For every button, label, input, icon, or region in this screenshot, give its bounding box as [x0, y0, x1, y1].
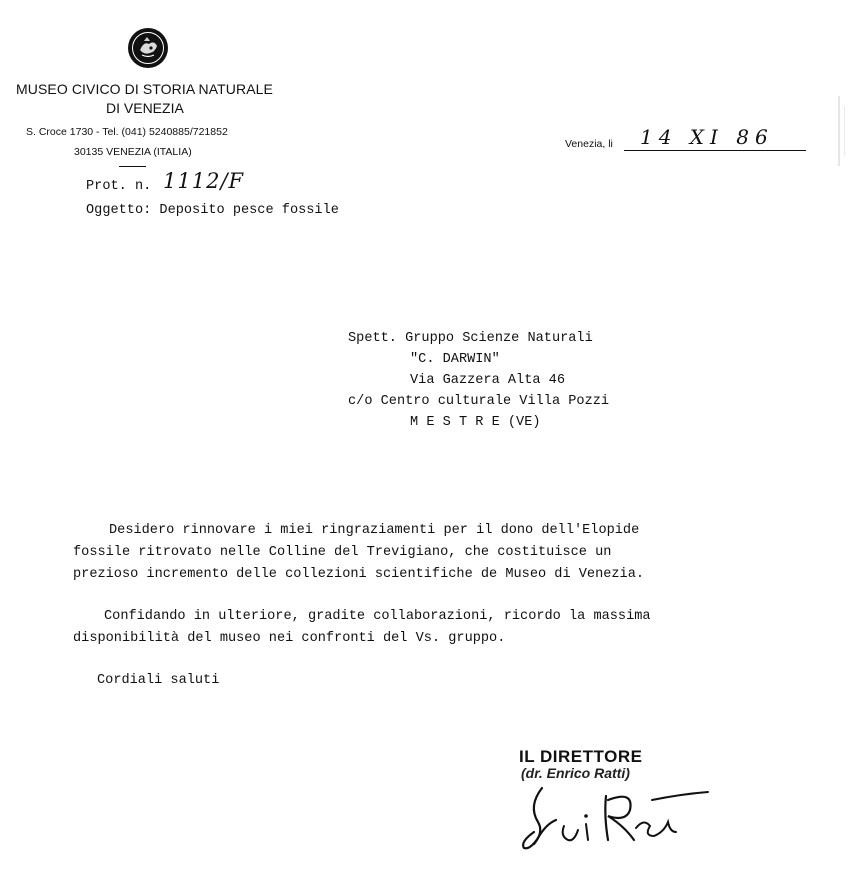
- museum-address: S. Croce 1730 - Tel. (041) 5240885/721852: [26, 126, 228, 138]
- letterhead-divider: [119, 166, 146, 167]
- recipient-line: c/o Centro culturale Villa Pozzi: [348, 394, 610, 409]
- protocol-label: Prot. n.: [86, 179, 152, 194]
- recipient-line: M E S T R E (VE): [410, 415, 541, 430]
- body-line: Confidando in ulteriore, gradite collaborazioni, ricordo la massima: [104, 609, 651, 624]
- date-label: Venezia, li: [565, 138, 613, 150]
- recipient-line: Spett. Gruppo Scienze Naturali: [348, 331, 593, 346]
- closing-salutation: Cordiali saluti: [97, 673, 220, 688]
- body-line: fossile ritrovato nelle Colline del Trevigiano, che costituisce un: [73, 545, 612, 560]
- date-underline: [624, 150, 806, 151]
- recipient-line: Via Gazzera Alta 46: [410, 373, 565, 388]
- date-value: 14 XI 86: [640, 125, 774, 149]
- director-title: IL DIRETTORE: [519, 747, 643, 766]
- museum-seal-icon: [127, 27, 169, 69]
- scan-artifact: [832, 96, 854, 166]
- museum-name: MUSEO CIVICO DI STORIA NATURALE: [16, 81, 273, 97]
- recipient-line: "C. DARWIN": [410, 352, 500, 367]
- director-name: (dr. Enrico Ratti): [521, 765, 630, 781]
- body-line: disponibilità del museo nei confronti del Vs. gruppo.: [73, 631, 506, 646]
- body-line: prezioso incremento delle collezioni scientifiche de Museo di Venezia.: [73, 567, 645, 582]
- subject-line: Oggetto: Deposito pesce fossile: [86, 203, 339, 218]
- handwritten-signature-icon: [512, 770, 712, 850]
- museum-zip-city: 30135 VENEZIA (ITALIA): [74, 146, 192, 158]
- body-line: Desidero rinnovare i miei ringraziamenti per il dono dell'Elopide: [109, 523, 640, 538]
- museum-city: DI VENEZIA: [106, 100, 184, 116]
- protocol-number: 1112/F: [163, 169, 245, 193]
